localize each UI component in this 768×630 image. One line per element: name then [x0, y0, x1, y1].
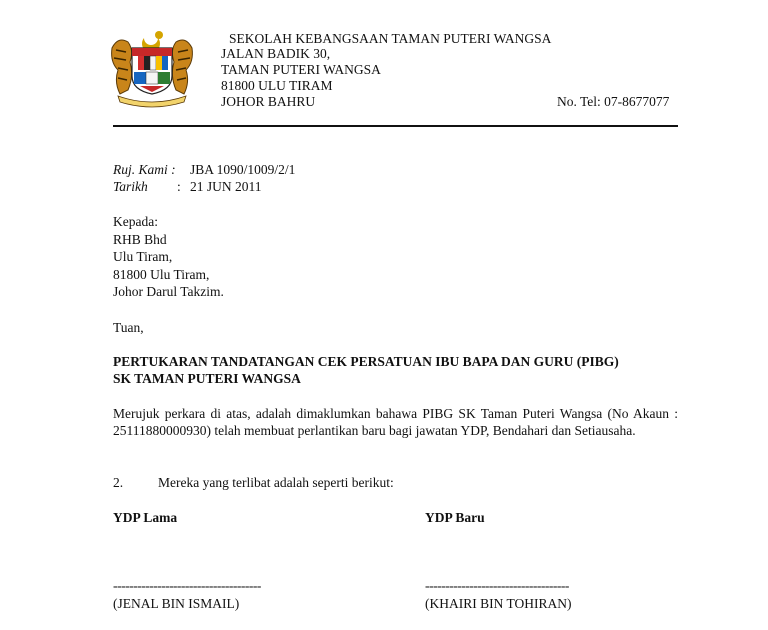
para-2-number: 2. [113, 475, 124, 490]
ydp-baru-name: (KHAIRI BIN TOHIRAN) [425, 596, 572, 611]
signature-line-right: ------------------------------------ [425, 578, 569, 593]
address-line-2: TAMAN PUTERI WANGSA [221, 62, 381, 77]
ydp-lama-title: YDP Lama [113, 510, 178, 525]
recipient-line-3: Ulu Tiram, [113, 249, 173, 264]
letterhead-divider [113, 125, 678, 127]
address-line-4: JOHOR BAHRU [221, 94, 316, 109]
para-2-text: Mereka yang terlibat adalah seperti berikut: [158, 475, 394, 490]
address-line-3: 81800 ULU TIRAM [221, 78, 333, 93]
recipient-line-4: 81800 Ulu Tiram, [113, 267, 210, 282]
subject-line-1: PERTUKARAN TANDATANGAN CEK PERSATUAN IBU BAPA DAN GURU (PIBG) [113, 354, 619, 369]
recipient-line-5: Johor Darul Takzim. [113, 284, 224, 299]
salutation: Tuan, [113, 320, 144, 335]
signature-line-left: ------------------------------------- [113, 578, 261, 593]
tarikh-colon: : [177, 179, 181, 194]
ydp-lama-name: (JENAL BIN ISMAIL) [113, 596, 240, 611]
tarikh-label: Tarikh [113, 179, 148, 194]
ruj-value: JBA 1090/1009/2/1 [190, 162, 296, 177]
subject-line-2: SK TAMAN PUTERI WANGSA [113, 371, 301, 386]
recipient-line-1: Kepada: [113, 214, 158, 229]
recipient-line-2: RHB Bhd [113, 232, 167, 247]
phone-number: No. Tel: 07-8677077 [557, 94, 670, 109]
tarikh-value: 21 JUN 2011 [190, 179, 262, 194]
school-name: SEKOLAH KEBANGSAAN TAMAN PUTERI WANGSA [229, 31, 552, 46]
body-paragraph-1: Merujuk perkara di atas, adalah dimaklumkan bahawa PIBG SK Taman Puteri Wangsa (No Akaun : 25111880000930) telah membuat perlantikan baru bagi jawatan YDP, Bendahari dan Setiausaha. [113, 406, 678, 438]
address-line-1: JALAN BADIK 30, [221, 46, 331, 61]
coat-of-arms-icon [108, 28, 196, 110]
ydp-baru-title: YDP Baru [425, 510, 485, 525]
ruj-label: Ruj. Kami : [113, 162, 176, 177]
